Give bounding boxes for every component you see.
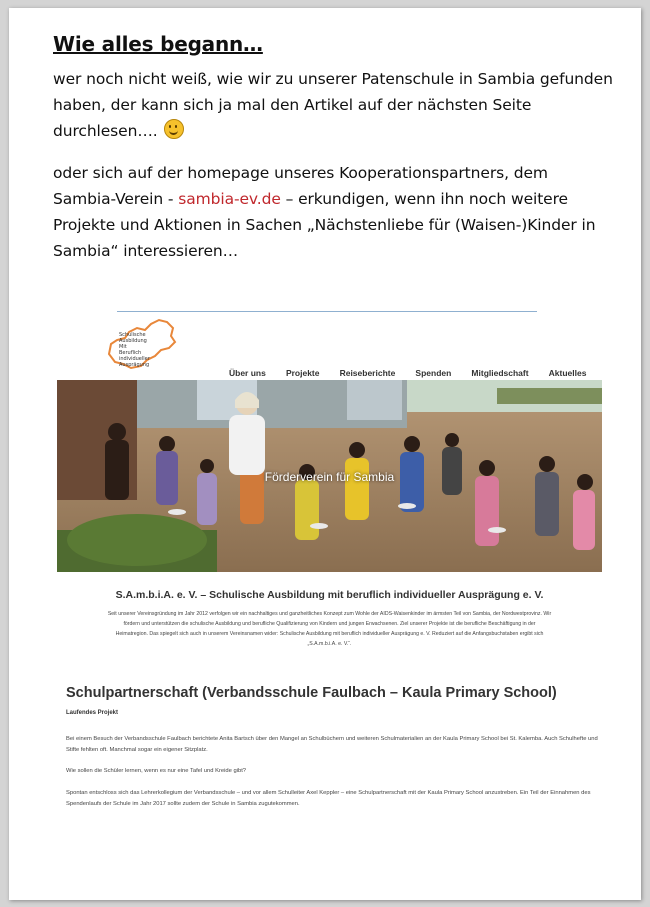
logo-line: Ausbildung bbox=[119, 338, 147, 344]
site-intro-line: fördern und unterstützen die schulische Ausbildung und berufliche Qualifizierung von Kindern und jungen Erwachsenen. Ziel unserer Projekte ist die berufliche Beschäftigung in der bbox=[123, 621, 536, 627]
logo-line: individueller bbox=[119, 356, 150, 362]
logo-line: Ausprägung bbox=[119, 362, 150, 368]
nav-item-projekte[interactable]: Projekte bbox=[285, 368, 320, 378]
site-navigation bbox=[229, 361, 601, 380]
nav-item-mitgliedschaft[interactable]: Mitgliedschaft bbox=[471, 368, 529, 378]
hero-title: Förderverein für Sambia bbox=[264, 470, 395, 484]
flyer-paragraph-2-end: – erkundigen, wenn ihn noch weitere Projekte und Aktionen in Sachen „Nächstenliebe für (Waisen-)Kinder in Sambia“ interessieren… bbox=[53, 190, 596, 260]
project-paragraph-3: Spontan entschloss sich das Lehrerkollegium der Verbandsschule – und vor allem Schulleiter Axel Keppler – eine Schulpartnerschaft mit der Kaula Primary School anzustreben. Ein Teil der Einnahmen des Spendenlaufs der Schule im Jahr 2017 sollte zudem der Schule in Sambia zugutekommen. bbox=[66, 790, 591, 807]
nav-item-spenden[interactable]: Spenden bbox=[415, 368, 452, 378]
nav-item-aktuelles[interactable]: Aktuelles bbox=[548, 368, 587, 378]
nav-item-ueber-uns[interactable]: Über uns bbox=[229, 368, 266, 378]
site-intro-line: Heimatregion. Das spiegelt sich auch in unserem Vereinsnamen wider: Schulische Ausbildung mit beruflich individueller Ausprägung e. V. Reduziert auf die Anfangsbuchstaben ergibt sich bbox=[115, 631, 544, 637]
hero-banner bbox=[57, 380, 602, 572]
nav-item-reiseberichte[interactable]: Reiseberichte bbox=[339, 368, 396, 378]
logo-line: Schulische bbox=[119, 332, 146, 338]
flyer-heading: Wie alles begann… bbox=[53, 32, 263, 56]
project-title: Schulpartnerschaft (Verbandsschule Faulbach – Kaula Primary School) bbox=[66, 685, 557, 701]
logo-line: Beruflich bbox=[119, 350, 142, 356]
site-top-divider bbox=[117, 311, 537, 312]
project-paragraph-2: Wie sollen die Schüler lernen, wenn es nur eine Tafel und Kreide gibt? bbox=[66, 768, 247, 774]
flyer-paragraph-2-start: oder sich auf der homepage unseres Kooperationspartners, dem Sambia-Verein - bbox=[53, 164, 548, 208]
logo-line: Mit bbox=[119, 344, 127, 350]
logo-wordmark bbox=[119, 332, 159, 368]
flyer-page bbox=[9, 8, 641, 900]
site-intro-text bbox=[67, 609, 592, 649]
flyer-paragraph-2 bbox=[53, 160, 613, 264]
site-intro-line: Seit unserer Vereinsgründung im Jahr 2012 verfolgen wir ein nachhaltiges und ganzheitliches Konzept zum Wohle der AIDS-Waisenkinder im ärmsten Teil von Sambia, der Nordwestprovinz. Wir bbox=[107, 611, 552, 617]
smiling-face-icon bbox=[164, 119, 184, 139]
site-intro-line: „S.A.m.b.i.A. e. V.“. bbox=[307, 641, 352, 647]
project-paragraph-1: Bei einem Besuch der Verbandsschule Faulbach berichtete Anita Bartsch über den Mangel an Schulbüchern und weiteren Schulmaterialien an der Kaula Primary School bei St. Kalemba. Auch Schulhefte und Stifte fehlten oft. Manchmal sogar ein eigener Sitzplatz. bbox=[66, 736, 598, 753]
project-status: Laufendes Projekt bbox=[66, 710, 119, 716]
sambia-ev-link[interactable]: sambia-ev.de bbox=[178, 190, 281, 208]
flyer-paragraph-1-text: wer noch nicht weiß, wie wir zu unserer Patenschule in Sambia gefunden haben, der kann sich ja mal den Artikel auf der nächsten Seite durchlesen…. bbox=[53, 70, 613, 140]
flyer-paragraph-1 bbox=[53, 66, 613, 144]
website-screenshot bbox=[57, 308, 602, 658]
site-heading: S.A.m.b.i.A. e. V. – Schulische Ausbildung mit beruflich individueller Ausprägung e. V. bbox=[115, 589, 544, 601]
